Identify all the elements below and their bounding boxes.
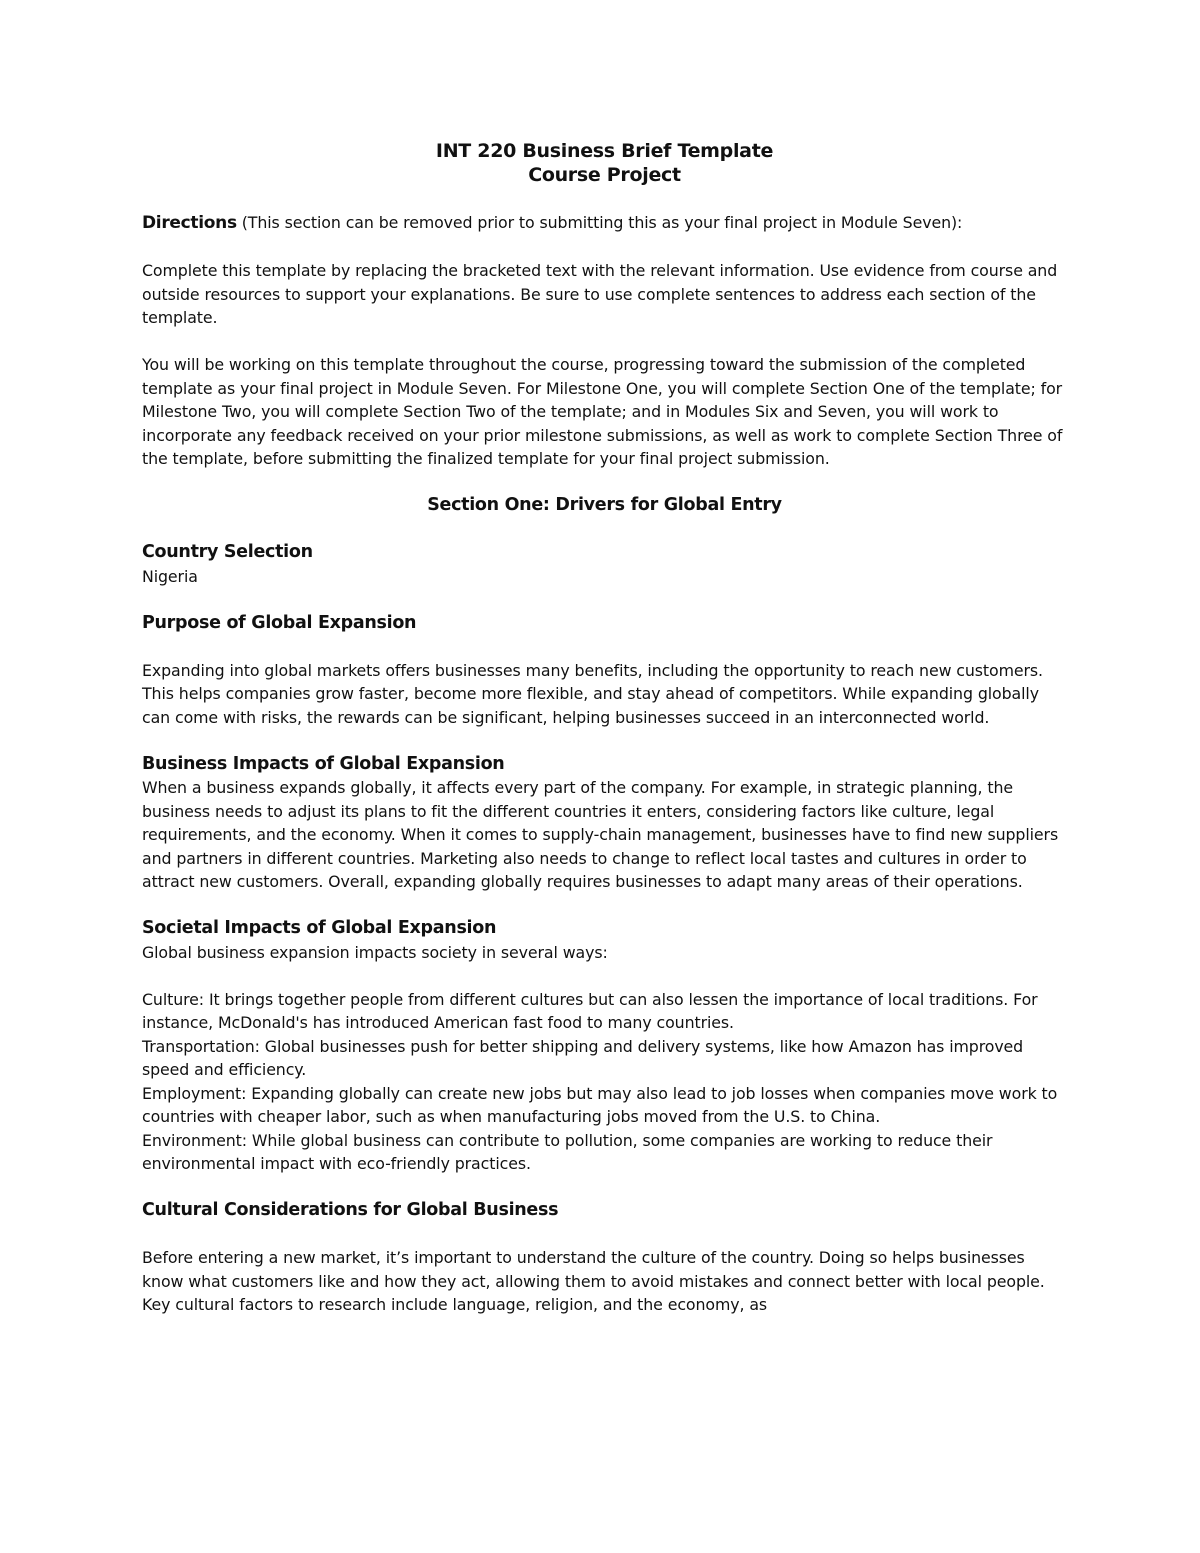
business-impacts-heading: Business Impacts of Global Expansion	[142, 753, 505, 774]
societal-impact-item: Culture: It brings together people from different cultures but can also lessen the importance of local traditions. For instance, McDonald's has introduced American fast food to many countries.	[142, 989, 1038, 1032]
purpose-heading: Purpose of Global Expansion	[142, 612, 417, 633]
societal-impact-item: Employment: Expanding globally can create new jobs but may also lead to job losses when companies move work to countries with cheaper labor, such as when manufacturing jobs moved from the U.S. to China.	[142, 1083, 1058, 1126]
purpose-body: Expanding into global markets offers businesses many benefits, including the opportunity to reach new customers. This helps companies grow faster, become more flexible, and stay ahead of competitors. While expanding globally can come with risks, the rewards can be significant, helping businesses succeed in an interconnected world.	[142, 660, 1043, 727]
societal-impact-item: Environment: While global business can contribute to pollution, some companies are working to reduce their environmental impact with eco-friendly practices.	[142, 1130, 993, 1173]
title-block	[142, 139, 1067, 187]
spacer	[142, 635, 1067, 659]
spacer	[142, 1223, 1067, 1247]
business-impacts-body: When a business expands globally, it affects every part of the company. For example, in strategic planning, the business needs to adjust its plans to fit the different countries it enters, considering factors like culture, legal requirements, and the economy. When it comes to supply-chain management, businesses have to find new suppliers and partners in different countries. Marketing also needs to change to reflect local tastes and cultures in order to attract new customers. Overall, expanding globally requires businesses to adapt many areas of their operations.	[142, 778, 1059, 891]
societal-impacts-heading: Societal Impacts of Global Expansion	[142, 918, 497, 938]
directions-paragraph-1: Complete this template by replacing the bracketed text with the relevant information. Use evidence from course and outside resources to support your explanations. Be sure to use complete sentences to address each section of the template.	[142, 261, 1058, 327]
directions-line	[142, 211, 1067, 236]
cultural-considerations-heading: Cultural Considerations for Global Business	[142, 1200, 559, 1220]
document-subtitle: Course Project	[528, 164, 681, 186]
country-selection-heading: Country Selection	[142, 542, 313, 562]
document-body	[142, 139, 1067, 1317]
section-one-heading: Section One: Drivers for Global Entry	[427, 495, 782, 515]
societal-impact-item: Transportation: Global businesses push for better shipping and delivery systems, like how Amazon has improved speed and efficiency.	[142, 1036, 1024, 1079]
directions-note: (This section can be removed prior to submitting this as your final project in Module Seven):	[236, 213, 963, 232]
directions-label: Directions	[142, 213, 237, 233]
country-selection-value: Nigeria	[142, 566, 198, 586]
cultural-considerations-body: Before entering a new market, it’s important to understand the culture of the country. Doing so helps businesses know what customers like and how they act, allowing them to avoid mistakes and connect better with local people. Key cultural factors to research include language, religion, and the economy, as	[142, 1248, 1045, 1314]
document-title: INT 220 Business Brief Template	[435, 140, 774, 162]
directions-paragraph-2: You will be working on this template throughout the course, progressing toward the submission of the completed template as your final project in Module Seven. For Milestone One, you will complete Section One of the template; for Milestone Two, you will complete Section Two of the template; and in Modules Six and Seven, you will work to incorporate any feedback received on your prior milestone submissions, as well as work to complete Section Three of the template, before submitting the finalized template for your final project submission.	[142, 355, 1063, 468]
societal-impacts-intro: Global business expansion impacts society in several ways:	[142, 942, 608, 962]
